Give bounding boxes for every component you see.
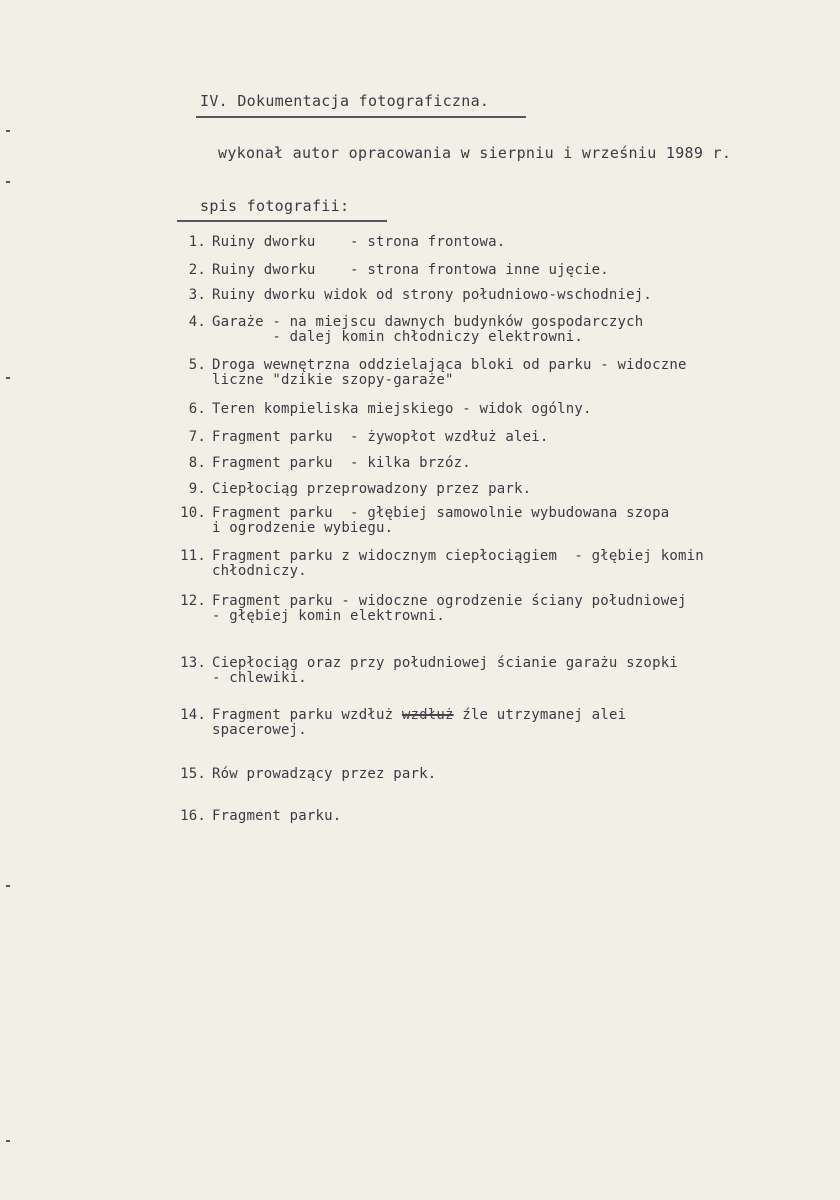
item-number: 11. xyxy=(180,548,206,564)
item-number: 12. xyxy=(180,593,206,609)
item-text: Ruiny dworku - strona frontowa. xyxy=(212,234,506,250)
item-text: Teren kompieliska miejskiego - widok ogólny. xyxy=(212,401,592,417)
item-text: Fragment parku - widoczne ogrodzenie ściany południowej xyxy=(212,593,687,609)
item-text: liczne "dzikie szopy-garaże" xyxy=(212,372,454,388)
item-text: Ruiny dworku widok od strony południowo-wschodniej. xyxy=(212,287,653,303)
item-text: Ciepłociąg przeprowadzony przez park. xyxy=(212,481,532,497)
item-number: 2. xyxy=(188,262,206,278)
item-text: - chlewiki. xyxy=(212,670,307,686)
item-text: Droga wewnętrzna oddzielająca bloki od parku - widoczne xyxy=(212,357,687,373)
margin-mark xyxy=(6,1140,10,1142)
item-number: 7. xyxy=(188,429,206,445)
item-number: 14. xyxy=(180,707,206,723)
section-heading: IV. Dokumentacja fotograficzna. xyxy=(200,92,490,110)
heading-underline xyxy=(196,116,526,118)
margin-mark xyxy=(6,130,10,132)
item-number: 13. xyxy=(180,655,206,671)
item-number: 1. xyxy=(188,234,206,250)
item-text: i ogrodzenie wybiegu. xyxy=(212,520,394,536)
margin-mark xyxy=(6,181,10,183)
struck-word: wzdłuż xyxy=(401,707,454,723)
subheading: wykonał autor opracowania w sierpniu i wrześniu 1989 r. xyxy=(218,144,732,162)
item-number: 10. xyxy=(180,505,206,521)
item-number: 15. xyxy=(180,766,206,782)
item-number: 9. xyxy=(188,481,206,497)
item-text: Rów prowadzący przez park. xyxy=(212,766,437,782)
list-title: spis fotografii: xyxy=(200,197,350,215)
margin-mark xyxy=(6,885,10,887)
item-number: 6. xyxy=(188,401,206,417)
item-text: źle utrzymanej alei xyxy=(453,707,627,723)
item-number: 8. xyxy=(188,455,206,471)
item-text: Ciepłociąg oraz przy południowej ścianie garażu szopki xyxy=(212,655,678,671)
item-text: Fragment parku - kilka brzóz. xyxy=(212,455,471,471)
item-number: 4. xyxy=(188,314,206,330)
list-title-underline xyxy=(177,220,387,222)
item-text: Fragment parku. xyxy=(212,808,342,824)
item-text: - dalej komin chłodniczy elektrowni. xyxy=(212,329,584,345)
item-text: Garaże - na miejscu dawnych budynków gospodarczych xyxy=(212,314,644,330)
item-number: 3. xyxy=(188,287,206,303)
item-text: Fragment parku - głębiej samowolnie wybudowana szopa xyxy=(212,505,670,521)
item-text: spacerowej. xyxy=(212,722,307,738)
item-text-line xyxy=(212,708,626,723)
item-text: Fragment parku z widocznym ciepłociągiem - głębiej komin xyxy=(212,548,704,564)
item-text: Fragment parku - żywopłot wzdłuż alei. xyxy=(212,429,549,445)
item-text: Ruiny dworku - strona frontowa inne ujęcie. xyxy=(212,262,609,278)
item-text: Fragment parku wzdłuż xyxy=(212,707,394,723)
margin-mark xyxy=(6,377,10,379)
item-number: 5. xyxy=(188,357,206,373)
item-text: - głębiej komin elektrowni. xyxy=(212,608,445,624)
item-number: 16. xyxy=(180,808,206,824)
item-text: chłodniczy. xyxy=(212,563,307,579)
